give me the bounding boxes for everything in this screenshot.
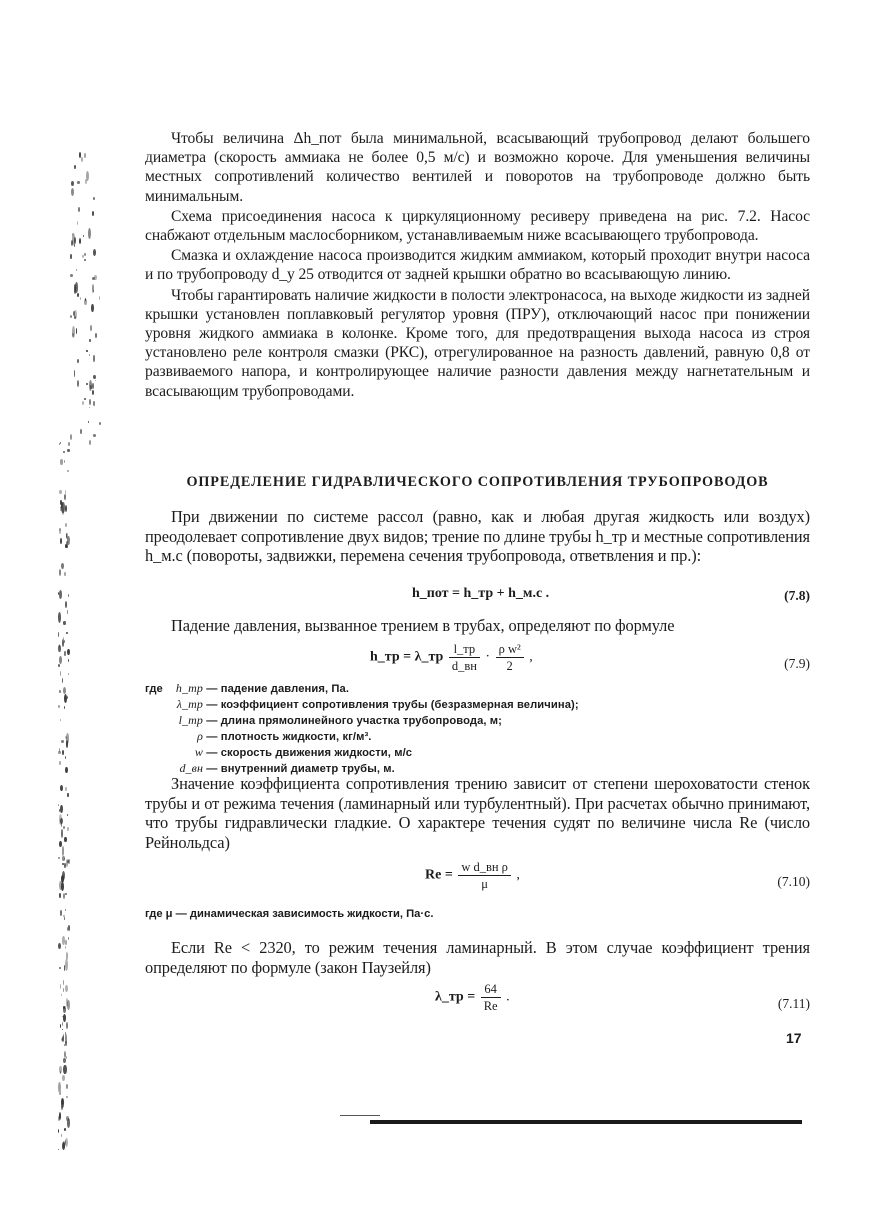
page-number: 17 [786, 1030, 802, 1046]
definition-symbol: h_тр [175, 681, 203, 695]
scan-speck [70, 254, 71, 259]
scan-speck [64, 694, 67, 704]
scan-speck [86, 383, 88, 386]
equation-7-9-fraction-length-num: l_тр [449, 642, 480, 658]
paragraph-suction-pipe [145, 129, 810, 206]
scan-speck [76, 328, 78, 334]
scan-speck [92, 383, 94, 389]
scan-speck [66, 533, 68, 539]
scan-speck [68, 594, 69, 597]
equation-7-8-body [412, 586, 549, 602]
scan-speck [83, 235, 84, 238]
equation-7-10-number: (7.10) [777, 874, 810, 889]
section-heading: ОПРЕДЕЛЕНИЕ ГИДРАВЛИЧЕСКОГО СОПРОТИВЛЕНИЯ ТРУБОПРОВОДОВ [186, 474, 769, 490]
equation-7-9-dot: · [485, 649, 491, 665]
scan-speck [86, 350, 88, 352]
scan-speck [58, 804, 59, 806]
equation-7-11-body [435, 982, 510, 1013]
scan-speck [60, 805, 63, 814]
equation-7-9-fraction-dynamic-num: ρ w² [496, 642, 524, 658]
paragraph-pump-scheme [145, 207, 810, 245]
equation-7-8-lhs: h_пот [412, 586, 449, 601]
scan-speck [65, 787, 66, 791]
scan-speck [64, 917, 65, 919]
scan-speck [67, 827, 68, 832]
scan-speck [65, 1034, 68, 1044]
scan-speck [60, 500, 62, 504]
scan-speck [70, 434, 72, 440]
equation-7-9-body [370, 642, 533, 673]
scan-speck [65, 959, 68, 971]
equation-7-10-fraction-num: w d_вн ρ [458, 860, 511, 876]
scan-speck [74, 370, 76, 376]
scan-speck [64, 1128, 66, 1131]
scan-speck [68, 937, 69, 940]
scan-speck [60, 538, 62, 544]
scan-speck [59, 1066, 62, 1074]
scan-speck [61, 829, 64, 839]
equation-7-10-fraction-den: μ [481, 877, 488, 891]
scan-speck [67, 793, 68, 796]
scan-speck [72, 233, 75, 244]
scan-speck [93, 197, 95, 201]
equation-7-10-body [425, 860, 520, 891]
scan-speck [59, 490, 62, 494]
scan-speck [67, 470, 68, 473]
definitions-list [145, 681, 810, 777]
equation-7-8-rhs: = h_тр + h_м.с . [452, 586, 550, 601]
equation-7-11-fraction-den: Re [483, 999, 498, 1013]
scan-speck [62, 856, 65, 861]
scan-speck [63, 980, 64, 985]
scan-speck [63, 988, 65, 992]
scan-speck [65, 523, 67, 527]
scan-speck [74, 165, 76, 169]
definition-lead: где [145, 683, 163, 695]
paragraph-pressure-drop: Падение давления, вызванное трением в трубах, определяют по формуле [171, 616, 675, 635]
scan-speck [70, 274, 73, 277]
paragraph-laminar: Если Re < 2320, то режим течения ламинарный. В этом случае коэффициент трения определяют по формуле (закон Паузейля) [145, 938, 810, 977]
scan-speck [64, 651, 65, 656]
scan-speck [59, 590, 62, 598]
equation-7-9-tail: , [529, 649, 533, 665]
definition-symbol: λ_тр [176, 697, 203, 711]
equation-7-11-fraction [481, 982, 501, 1013]
paragraph-float-regulator [145, 286, 810, 401]
scan-speck [58, 705, 60, 709]
paragraph-lubrication-text: Смазка и охлаждение насоса производится жидким аммиаком, который проходит внутри насоса и по трубопроводу d_у 25 отводится от задней крышки обратно во всасывающую линию. [145, 247, 810, 284]
scan-speck [59, 690, 61, 693]
scan-speck [59, 1112, 61, 1120]
reynolds-block [145, 774, 810, 852]
scan-speck [95, 333, 97, 338]
equation-7-9-number: (7.9) [784, 656, 810, 671]
pressure-drop-block [145, 616, 810, 636]
scan-speck [93, 434, 95, 437]
scan-speck [75, 282, 78, 292]
scan-speck [71, 181, 74, 186]
scan-speck [92, 284, 94, 293]
scan-speck [62, 863, 64, 865]
scan-speck [58, 645, 60, 652]
scan-speck [66, 1096, 68, 1098]
scan-speck [61, 1134, 62, 1138]
definition-row [145, 745, 810, 761]
scan-speck [67, 449, 69, 452]
equation-7-8-number: (7.8) [784, 588, 810, 603]
definition-row [145, 713, 810, 729]
scan-speck [59, 967, 61, 969]
paragraph-suction-pipe-text: Чтобы величина Δh_пот была минимальной, всасывающий трубопровод делают большего диаметра (скорость аммиака не более 0,5 м/с) и возможно короче. Для уменьшения величины местных сопротивлений количество вентилей и поворотов на трубопроводе должно быть минимальным. [145, 130, 810, 205]
scan-speck [65, 985, 68, 992]
scan-speck [60, 719, 61, 721]
definition-text: — скорость движения жидкости, м/с [206, 747, 413, 759]
scan-speck [77, 359, 79, 363]
paragraph-intro: При движении по системе рассол (равно, как и любая другая жидкость или воздух) преодолевает сопротивление двух видов; трение по длине трубы h_тр и местные сопротивления h_м.с (повороты, задвижки, перемена сечения трубопровода, ответвления и пр.): [145, 507, 810, 566]
scan-speck [84, 259, 86, 261]
scan-speck [64, 494, 66, 500]
scan-speck [67, 814, 68, 816]
scan-speck [70, 315, 72, 318]
scan-speck [68, 659, 69, 661]
scan-speck [63, 621, 65, 624]
scan-speck [60, 1091, 62, 1094]
scan-speck [78, 207, 80, 212]
scan-speck [95, 380, 96, 382]
scan-speck [66, 1084, 68, 1089]
scan-speck [65, 893, 66, 895]
scan-speck [93, 249, 96, 256]
scan-speck [65, 756, 66, 759]
paragraph-float-regulator-text: Чтобы гарантировать наличие жидкости в полости электронасоса, на выходе жидкости из задней крышки установлен поплавковый регулятор уровня (ПРУ), отключающий насос при понижении уровня жидкого аммиака в колонке. Кроме того, для предотвращения выхода насоса из строя установлено реле контроля смазки (РКС), отрегулированное на разность давлений, равную 0,8 от развиваемого напора, и контролирующее наличие разности давления между нагнетательным и всасывающим трубопроводами. [145, 286, 810, 400]
scan-speck [88, 228, 91, 239]
scan-speck [61, 563, 64, 570]
scan-speck [82, 401, 84, 405]
scan-speck [59, 761, 61, 765]
scan-speck [99, 296, 100, 300]
scan-speck [62, 936, 65, 944]
scan-speck [74, 310, 77, 318]
equation-7-11 [145, 982, 810, 1022]
equation-7-9 [145, 642, 810, 682]
paragraph-pump-scheme-text: Схема присоединения насоса к циркуляционному ресиверу приведена на рис. 7.2. Насос снабжают отдельным маслосборником, устанавливаемым ниже всасывающего трубопровода. [145, 207, 810, 245]
scan-speck [64, 572, 66, 576]
scan-speck [93, 401, 95, 405]
scan-speck [80, 429, 82, 434]
scan-speck [65, 767, 67, 774]
equation-7-9-fraction-dynamic-den: 2 [506, 659, 513, 673]
scan-speck [62, 750, 64, 755]
scan-speck [90, 325, 92, 331]
scan-speck [60, 459, 62, 465]
scan-speck [84, 253, 87, 256]
scan-speck [64, 706, 65, 709]
scan-speck [99, 422, 101, 425]
definition-symbol: l_тр [178, 713, 203, 727]
scan-speck [62, 1022, 63, 1026]
scan-speck [60, 785, 63, 790]
scan-speck [91, 304, 94, 312]
scan-speck [81, 157, 83, 162]
scan-speck [68, 442, 71, 445]
scan-speck [59, 881, 62, 890]
scan-rule-bottom [370, 1120, 802, 1124]
scan-speck [58, 1129, 59, 1133]
equation-7-9-fraction-length [449, 642, 480, 673]
scan-speck [84, 398, 85, 400]
scan-speck [89, 339, 91, 341]
scan-speck [93, 290, 95, 292]
scan-speck [89, 399, 90, 405]
paragraph-reynolds: Значение коэффициента сопротивления трению зависит от степени шероховатости стенок трубы и от режима течения (ламинарный или турбулентный). При расчетах обычно принимают, что трубы гидравлически гладкие. О характере течения судят по величине числа Re (число Рейнольдса) [145, 774, 810, 852]
scan-speck [60, 1024, 61, 1028]
scan-speck [63, 451, 65, 453]
scan-speck [59, 569, 61, 576]
scan-speck [65, 505, 67, 512]
equation-7-10-lhs: Re = [425, 867, 453, 883]
scan-speck [58, 664, 60, 667]
equation-7-10-fraction [458, 860, 511, 891]
definition-text: — коэффициент сопротивления трубы (безразмерная величина); [206, 699, 579, 711]
scan-speck [59, 809, 60, 812]
definition-symbol: d_вн [179, 761, 203, 775]
scan-rule-thin [340, 1115, 380, 1116]
equation-7-11-tail: . [506, 989, 510, 1005]
scan-speck [89, 380, 92, 391]
definition-text: — длина прямолинейного участка трубопровода, м; [206, 715, 503, 727]
scan-speck [66, 632, 67, 634]
scan-speck [62, 639, 64, 647]
scan-speck [58, 632, 59, 637]
scan-speck [60, 984, 61, 989]
equation-7-11-fraction-num: 64 [481, 982, 501, 998]
scan-speck [77, 181, 80, 184]
equation-7-11-number: (7.11) [777, 996, 810, 1011]
scan-speck [66, 740, 69, 749]
paragraph-lubrication [145, 246, 810, 284]
scan-speck [84, 153, 86, 158]
scan-speck [59, 893, 61, 898]
scan-speck [58, 943, 61, 949]
definition-row [145, 697, 810, 713]
equation-7-9-fraction-dynamic [496, 642, 524, 673]
scan-speck [93, 355, 95, 361]
laminar-block [145, 938, 810, 977]
scan-speck [71, 188, 74, 196]
scan-speck [89, 354, 90, 356]
scan-speck [64, 460, 65, 463]
scan-speck [62, 846, 65, 856]
scan-speck [66, 1022, 68, 1028]
scan-speck [61, 994, 62, 996]
equation-7-11-lhs: λ_тр = [435, 989, 476, 1005]
scan-speck [89, 440, 91, 445]
equation-7-10 [145, 860, 810, 900]
scan-speck [64, 837, 66, 842]
scan-speck [65, 909, 66, 911]
scan-speck [58, 612, 61, 623]
scan-speck [61, 740, 63, 743]
scan-speck [65, 946, 66, 949]
scan-speck [88, 421, 89, 423]
scan-speck [61, 1038, 63, 1041]
scan-speck [62, 1075, 65, 1082]
scan-speck [63, 1058, 66, 1063]
definition-symbol: w [194, 745, 203, 759]
equation-7-9-lhs: h_тр = λ_тр [370, 649, 444, 665]
definition-mu: где μ — динамическая зависимость жидкости, Па·с. [145, 908, 434, 920]
top-paragraphs [145, 129, 810, 401]
scan-speck [93, 375, 96, 379]
definition-symbol: ρ [197, 729, 203, 743]
scan-speck [65, 940, 67, 944]
scan-speck [92, 390, 94, 395]
equation-7-10-tail: , [516, 867, 520, 883]
scan-speck [63, 826, 65, 829]
scan-speck [66, 1056, 67, 1059]
scan-speck [68, 673, 70, 675]
scan-speck [77, 221, 78, 224]
scan-speck [65, 1138, 68, 1147]
scan-speck [60, 910, 62, 915]
scan-speck [67, 649, 69, 655]
scan-speck [58, 857, 60, 859]
definition-row [145, 729, 810, 745]
scan-speck [59, 656, 62, 664]
scan-speck [67, 696, 69, 700]
scan-speck [60, 671, 61, 675]
scan-speck [62, 678, 63, 683]
scan-speck [79, 238, 81, 244]
scan-speck [92, 211, 94, 216]
scan-speck [76, 269, 78, 271]
definition-text: — плотность жидкости, кг/м³. [206, 731, 372, 743]
scan-speck [65, 601, 67, 608]
binding-edge-artifact [40, 0, 70, 1208]
scan-speck [85, 179, 87, 184]
scan-speck [66, 545, 67, 548]
scan-speck [68, 925, 70, 931]
intro-block [145, 507, 810, 566]
scan-speck [77, 380, 79, 387]
scan-speck [67, 610, 68, 613]
definition-row [145, 681, 810, 697]
scan-speck [89, 407, 90, 408]
scan-speck [63, 1065, 66, 1074]
scan-speck [58, 1149, 59, 1151]
definition-text: — внутренний диаметр трубы, м. [206, 763, 395, 775]
scan-speck [62, 1029, 63, 1031]
equation-7-9-fraction-length-den: d_вн [451, 659, 477, 673]
scan-speck [67, 1000, 70, 1009]
scan-speck [80, 297, 81, 299]
scan-speck [61, 1098, 64, 1105]
scan-speck [64, 863, 66, 868]
definition-text: — падение давления, Па. [206, 683, 350, 695]
